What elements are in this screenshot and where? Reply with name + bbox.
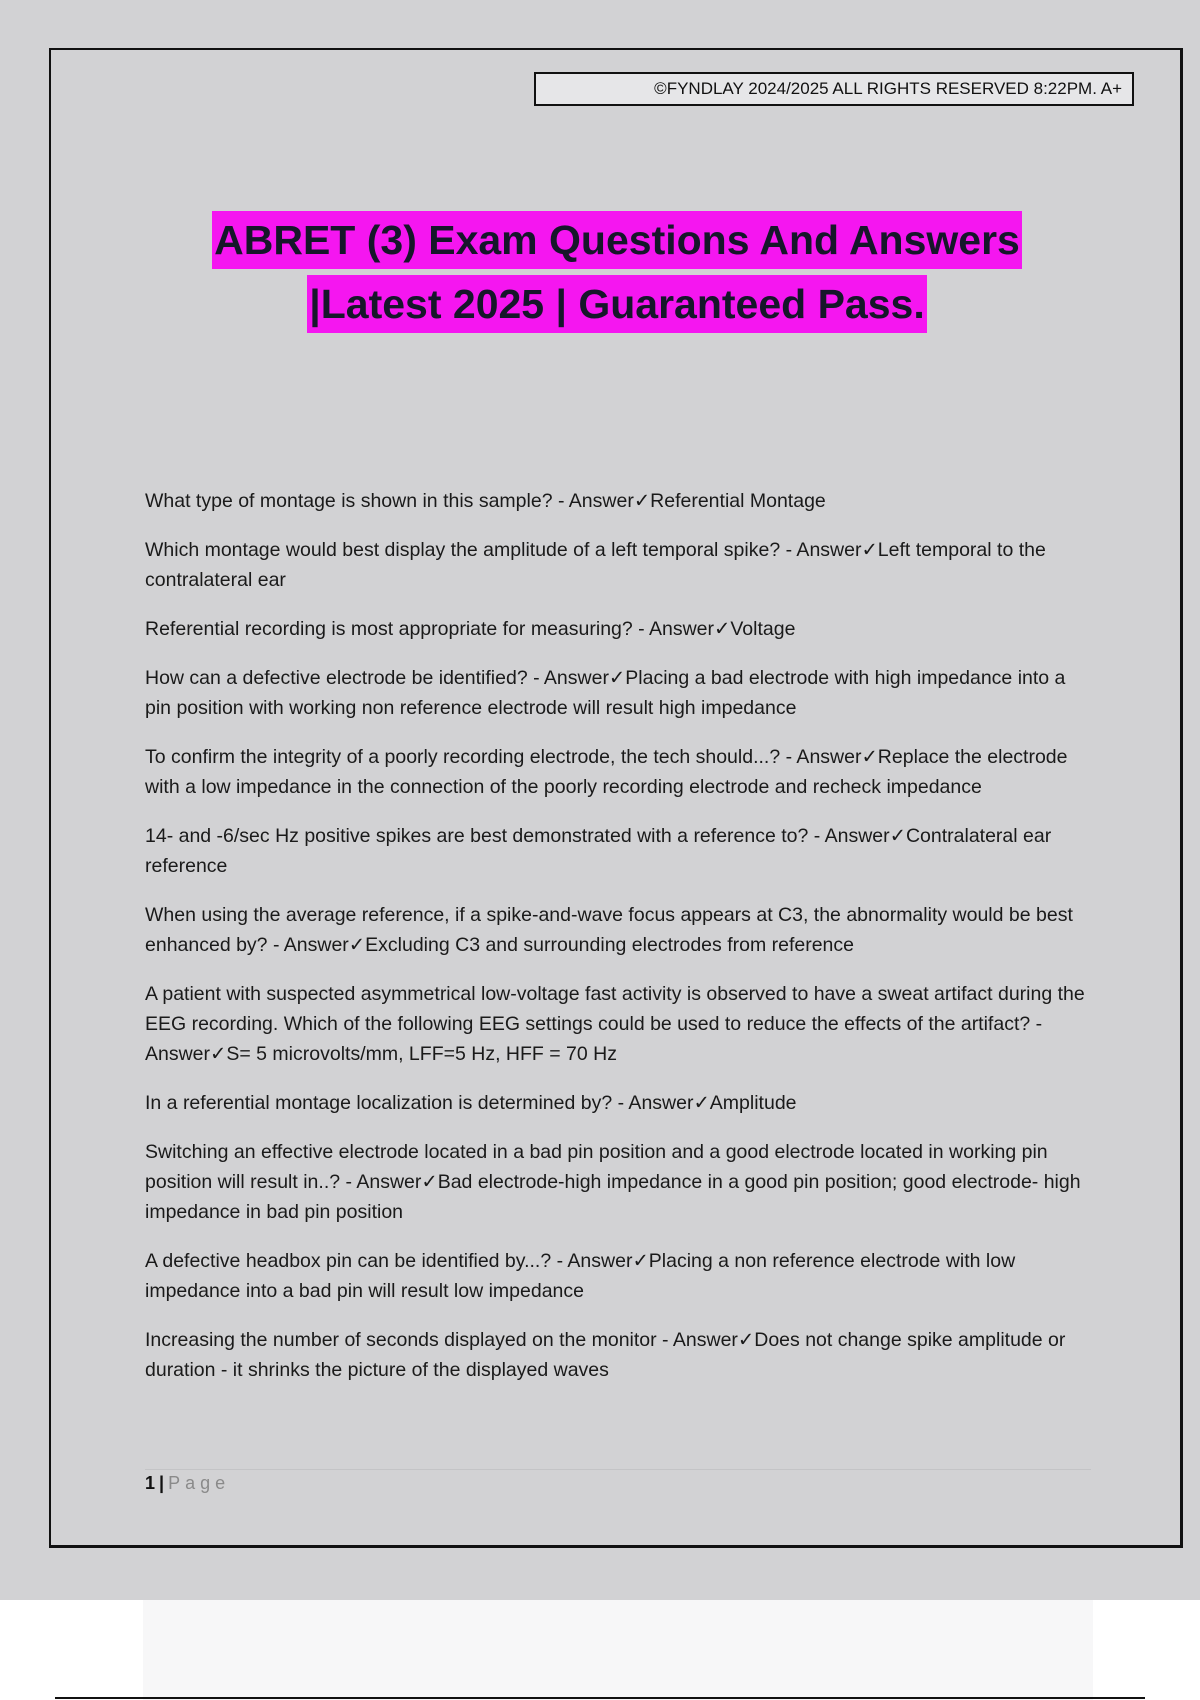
page-number: 1 [145, 1473, 156, 1493]
next-page-rule [55, 1697, 1145, 1699]
qa-item: Referential recording is most appropriate for measuring? - Answer✓Voltage [145, 618, 796, 640]
qa-item: 14- and -6/sec Hz positive spikes are best demonstrated with a reference to? - Answer✓Contralateral ear reference [145, 825, 1052, 877]
qa-item: Increasing the number of seconds displayed on the monitor - Answer✓Does not change spike amplitude or duration - it shrinks the picture of the displayed waves [145, 1329, 1066, 1381]
qa-item: How can a defective electrode be identified? - Answer✓Placing a bad electrode with high impedance into a pin position with working non reference electrode will result high impedance [145, 667, 1066, 719]
qa-item: Switching an effective electrode located in a bad pin position and a good electrode located in working pin position will result in..? - Answer✓Bad electrode-high impedance in a good pin position; good electrode- high impedance in bad pin position [145, 1141, 1081, 1223]
title-line-1: ABRET (3) Exam Questions And Answers [212, 211, 1022, 269]
document-title [100, 208, 1134, 336]
qa-item: A defective headbox pin can be identified by...? - Answer✓Placing a non reference electrode with low impedance into a bad pin will result low impedance [145, 1250, 1016, 1302]
qa-item: In a referential montage localization is determined by? - Answer✓Amplitude [145, 1092, 797, 1114]
qa-list [145, 486, 1095, 1404]
copyright-notice: ©FYNDLAY 2024/2025 ALL RIGHTS RESERVED 8:22PM. A+ [534, 72, 1134, 106]
page-label: Page [168, 1473, 231, 1493]
title-line-2: |Latest 2025 | Guaranteed Pass. [307, 275, 926, 333]
footer-divider [145, 1469, 1091, 1470]
qa-item: To confirm the integrity of a poorly recording electrode, the tech should...? - Answer✓Replace the electrode with a low impedance in the connection of the poorly recording electrode and recheck impedance [145, 746, 1068, 798]
qa-item: When using the average reference, if a spike-and-wave focus appears at C3, the abnormality would be best enhanced by? - Answer✓Excluding C3 and surrounding electrodes from reference [145, 904, 1073, 956]
qa-item: What type of montage is shown in this sample? - Answer✓Referential Montage [145, 490, 826, 512]
qa-item: A patient with suspected asymmetrical low-voltage fast activity is observed to have a sweat artifact during the EEG recording. Which of the following EEG settings could be used to reduce the effects of the artifact? - Answer✓S= 5 microvolts/mm, LFF=5 Hz, HFF = 70 Hz [145, 983, 1085, 1065]
next-page-preview [143, 1600, 1093, 1700]
qa-item: Which montage would best display the amplitude of a left temporal spike? - Answer✓Left temporal to the contralateral ear [145, 539, 1046, 591]
page-footer [145, 1473, 230, 1494]
footer-separator: | [159, 1473, 165, 1493]
